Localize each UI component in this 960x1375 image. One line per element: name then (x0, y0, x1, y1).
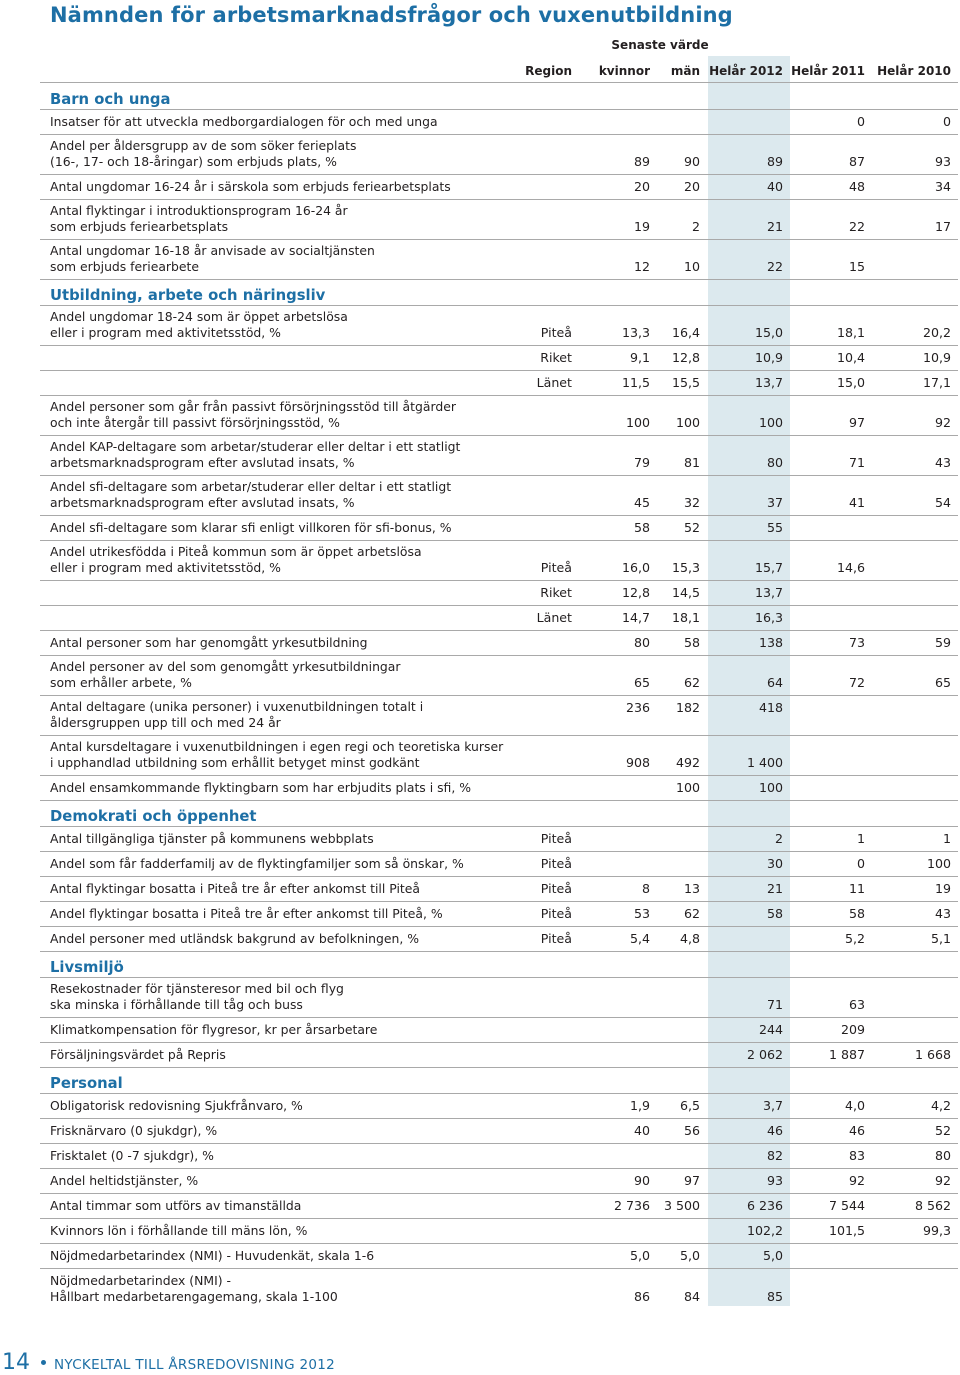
table-row (40, 1018, 958, 1043)
cell-man: 15,3 (671, 560, 700, 575)
row-label (50, 659, 400, 691)
row-label-line: Frisknärvaro (0 sjukdgr), % (50, 1123, 218, 1138)
row-label (50, 138, 356, 170)
row-label (50, 739, 503, 771)
section-heading-row (40, 952, 958, 978)
row-label-line: Antal kursdeltagare i vuxenutbildningen i egen regi och teoretiska kurser (50, 739, 504, 754)
cell-region: Piteå (540, 831, 572, 846)
table-row (40, 1269, 958, 1309)
cell-kvinnor: 89 (633, 154, 650, 169)
row-label-line: Andel personer med utländsk bakgrund av befolkningen, % (50, 931, 420, 946)
cell-helar-2012: 30 (766, 856, 783, 871)
cell-kvinnor: 8 (641, 881, 650, 896)
header-helar-2010: Helår 2010 (877, 64, 951, 78)
table-row (40, 135, 958, 175)
cell-region: Piteå (540, 931, 572, 946)
row-label (50, 1123, 217, 1139)
cell-helar-2011: 0 (856, 856, 865, 871)
cell-man: 6,5 (679, 1098, 700, 1113)
section-heading: Demokrati och öppenhet (50, 808, 257, 825)
row-label-line: Andel ensamkommande flyktingbarn som har erbjudits plats i sfi, % (50, 780, 471, 795)
cell-kvinnor: 86 (633, 1289, 650, 1304)
cell-helar-2011: 58 (848, 906, 865, 921)
cell-kvinnor: 19 (633, 219, 650, 234)
cell-helar-2011: 0 (856, 114, 865, 129)
table-row (40, 476, 958, 516)
cell-helar-2010: 99,3 (922, 1223, 951, 1238)
section-heading: Personal (50, 1075, 123, 1092)
cell-helar-2011: 11 (848, 881, 865, 896)
cell-kvinnor: 45 (633, 495, 650, 510)
cell-helar-2010: 43 (934, 455, 951, 470)
table-row (40, 1094, 958, 1119)
cell-kvinnor: 65 (633, 675, 650, 690)
cell-man: 90 (683, 154, 700, 169)
cell-helar-2010: 19 (934, 881, 951, 896)
cell-man: 492 (675, 755, 700, 770)
row-label (50, 931, 419, 947)
cell-man: 12,8 (671, 350, 700, 365)
table-row (40, 852, 958, 877)
cell-helar-2010: 52 (934, 1123, 951, 1138)
cell-helar-2011: 15 (848, 259, 865, 274)
row-label-line: Andel heltidstjänster, % (50, 1173, 199, 1188)
row-label-line: arbetsmarknadsprogram efter avslutad insats, % (50, 455, 355, 470)
table-row (40, 346, 958, 371)
table-row (40, 656, 958, 696)
cell-helar-2011: 97 (848, 415, 865, 430)
table-row (40, 827, 958, 852)
table-row (40, 1244, 958, 1269)
cell-helar-2011: 18,1 (836, 325, 865, 340)
cell-kvinnor: 12,8 (621, 585, 650, 600)
cell-helar-2011: 1 (856, 831, 865, 846)
section-heading: Barn och unga (50, 91, 171, 108)
row-label-line: Antal flyktingar i introduktionsprogram 16-24 år (50, 203, 348, 218)
cell-helar-2012: 1 400 (746, 755, 783, 770)
cell-helar-2011: 87 (848, 154, 865, 169)
cell-kvinnor: 5,0 (629, 1248, 650, 1263)
cell-helar-2010: 59 (934, 635, 951, 650)
cell-helar-2012: 2 062 (746, 1047, 783, 1062)
cell-helar-2010: 17 (934, 219, 951, 234)
cell-helar-2011: 41 (848, 495, 865, 510)
cell-man: 56 (683, 1123, 700, 1138)
table-row (40, 396, 958, 436)
row-label-line: eller i program med aktivitetsstöd, % (50, 325, 281, 340)
cell-man: 13 (683, 881, 700, 896)
cell-helar-2011: 46 (848, 1123, 865, 1138)
row-label-line: Andel per åldersgrupp av de som söker ferieplats (50, 138, 357, 153)
cell-man: 18,1 (671, 610, 700, 625)
row-label-line: arbetsmarknadsprogram efter avslutad insats, % (50, 495, 355, 510)
cell-helar-2012: 22 (766, 259, 783, 274)
row-label-line: Resekostnader för tjänsteresor med bil och flyg (50, 981, 344, 996)
cell-helar-2012: 46 (766, 1123, 783, 1138)
table-row (40, 110, 958, 135)
row-label-line: Klimatkompensation för flygresor, kr per årsarbetare (50, 1022, 378, 1037)
cell-helar-2011: 5,2 (844, 931, 865, 946)
cell-helar-2012: 15,7 (754, 560, 783, 575)
cell-man: 100 (675, 415, 700, 430)
cell-helar-2010: 10,9 (922, 350, 951, 365)
table-row (40, 1144, 958, 1169)
header-man: män (670, 64, 700, 78)
row-label-line: och inte återgår till passivt försörjningsstöd, % (50, 415, 340, 430)
table-row (40, 606, 958, 631)
row-label-line: som erbjuds feriearbetsplats (50, 219, 229, 234)
cell-man: 5,0 (679, 1248, 700, 1263)
cell-man: 15,5 (671, 375, 700, 390)
cell-helar-2011: 14,6 (836, 560, 865, 575)
row-label (50, 544, 422, 576)
header-helar-2011: Helår 2011 (791, 64, 865, 78)
cell-kvinnor: 20 (633, 179, 650, 194)
cell-helar-2010: 20,2 (922, 325, 951, 340)
cell-helar-2010: 5,1 (930, 931, 951, 946)
cell-helar-2010: 93 (934, 154, 951, 169)
cell-kvinnor: 100 (625, 415, 650, 430)
table-row (40, 927, 958, 952)
header-kvinnor: kvinnor (598, 64, 650, 78)
table-row (40, 1043, 958, 1068)
row-label (50, 780, 471, 796)
cell-man: 62 (683, 675, 700, 690)
cell-helar-2012: 3,7 (762, 1098, 783, 1113)
row-label-line: Antal ungdomar 16-24 år i särskola som erbjuds feriearbetsplats (50, 179, 451, 194)
cell-helar-2012: 100 (758, 415, 783, 430)
cell-kvinnor: 16,0 (621, 560, 650, 575)
row-label-line: Frisktalet (0 -7 sjukdgr), % (50, 1148, 214, 1163)
cell-helar-2012: 244 (758, 1022, 783, 1037)
row-label (50, 1198, 301, 1214)
cell-man: 14,5 (671, 585, 700, 600)
row-label-line: Hållbart medarbetarengagemang, skala 1-100 (50, 1289, 338, 1304)
cell-region: Länet (536, 610, 572, 625)
cell-helar-2012: 37 (766, 495, 783, 510)
cell-helar-2010: 34 (934, 179, 951, 194)
table-row (40, 631, 958, 656)
row-label (50, 635, 368, 651)
table-row (40, 1194, 958, 1219)
table-row (40, 240, 958, 280)
cell-helar-2012: 100 (758, 780, 783, 795)
key-figures-table (40, 82, 958, 1309)
cell-man: 182 (675, 700, 700, 715)
row-label (50, 309, 348, 341)
cell-man: 10 (683, 259, 700, 274)
table-row (40, 541, 958, 581)
row-label (50, 856, 464, 872)
cell-helar-2011: 83 (848, 1148, 865, 1163)
cell-region: Piteå (540, 560, 572, 575)
cell-helar-2012: 418 (758, 700, 783, 715)
row-label-line: ska minska i förhållande till tåg och buss (50, 997, 303, 1012)
table-row (40, 371, 958, 396)
header-region: Region (525, 64, 572, 78)
row-label-line: Obligatorisk redovisning Sjukfrånvaro, % (50, 1098, 303, 1113)
cell-helar-2011: 22 (848, 219, 865, 234)
cell-kvinnor: 40 (633, 1123, 650, 1138)
cell-helar-2012: 5,0 (762, 1248, 783, 1263)
cell-helar-2012: 15,0 (754, 325, 783, 340)
row-label (50, 831, 374, 847)
cell-helar-2011: 4,0 (844, 1098, 865, 1113)
cell-region: Piteå (540, 325, 572, 340)
cell-region: Riket (540, 350, 572, 365)
cell-man: 100 (675, 780, 700, 795)
cell-man: 2 (691, 219, 700, 234)
cell-helar-2012: 40 (766, 179, 783, 194)
row-label-line: eller i program med aktivitetsstöd, % (50, 560, 281, 575)
row-label (50, 479, 451, 511)
row-label-line: som erbjuds feriearbete (50, 259, 199, 274)
table-row (40, 306, 958, 346)
cell-helar-2010: 4,2 (930, 1098, 951, 1113)
section-heading-row (40, 280, 958, 306)
cell-region: Piteå (540, 856, 572, 871)
cell-helar-2012: 10,9 (754, 350, 783, 365)
table-row (40, 1169, 958, 1194)
row-label-line: som erhåller arbete, % (50, 675, 192, 690)
cell-helar-2012: 2 (774, 831, 783, 846)
row-label-line: Andel flyktingar bosatta i Piteå tre år efter ankomst till Piteå, % (50, 906, 443, 921)
cell-man: 3 500 (663, 1198, 700, 1213)
cell-helar-2012: 58 (766, 906, 783, 921)
table-row (40, 736, 958, 776)
row-label (50, 1248, 374, 1264)
cell-kvinnor: 2 736 (613, 1198, 650, 1213)
row-label (50, 203, 348, 235)
cell-region: Länet (536, 375, 572, 390)
cell-helar-2010: 92 (934, 1173, 951, 1188)
section-heading: Utbildning, arbete och näringsliv (50, 287, 326, 304)
cell-man: 62 (683, 906, 700, 921)
cell-helar-2011: 48 (848, 179, 865, 194)
row-label (50, 1047, 226, 1063)
cell-helar-2011: 10,4 (836, 350, 865, 365)
cell-kvinnor: 908 (625, 755, 650, 770)
cell-helar-2012: 16,3 (754, 610, 783, 625)
row-label (50, 1173, 198, 1189)
row-label (50, 399, 456, 431)
row-label (50, 179, 451, 195)
cell-kvinnor: 90 (633, 1173, 650, 1188)
row-label-line: Försäljningsvärdet på Repris (50, 1047, 226, 1062)
cell-helar-2012: 64 (766, 675, 783, 690)
cell-kvinnor: 14,7 (621, 610, 650, 625)
row-label-line: Insatser för att utveckla medborgardialogen för och med unga (50, 114, 438, 129)
cell-kvinnor: 53 (633, 906, 650, 921)
cell-helar-2010: 1 668 (914, 1047, 951, 1062)
cell-helar-2012: 102,2 (746, 1223, 783, 1238)
table-row (40, 902, 958, 927)
row-label-line: Andel som får fadderfamilj av de flyktingfamiljer som så önskar, % (50, 856, 464, 871)
row-label (50, 1148, 214, 1164)
cell-kvinnor: 13,3 (621, 325, 650, 340)
cell-helar-2012: 71 (766, 997, 783, 1012)
table-row (40, 200, 958, 240)
page-number: 14 (2, 1350, 30, 1375)
row-label-line: Antal deltagare (unika personer) i vuxenutbildningen totalt i (50, 699, 424, 714)
cell-kvinnor: 12 (633, 259, 650, 274)
cell-helar-2012: 21 (766, 881, 783, 896)
row-label (50, 1273, 338, 1305)
row-label-line: Andel sfi-deltagare som arbetar/studerar eller deltar i ett statligt (50, 479, 452, 494)
row-label-line: Antal timmar som utförs av timanställda (50, 1198, 302, 1213)
cell-man: 52 (683, 520, 700, 535)
section-heading-row (40, 801, 958, 827)
cell-kvinnor: 11,5 (621, 375, 650, 390)
row-label-line: åldersgruppen upp till och med 24 år (50, 715, 281, 730)
table-row (40, 1119, 958, 1144)
header-group-label: Senaste värde (611, 38, 709, 52)
cell-helar-2011: 92 (848, 1173, 865, 1188)
row-label-line: Andel ungdomar 18-24 som är öppet arbetslösa (50, 309, 348, 324)
row-label (50, 243, 375, 275)
cell-region: Riket (540, 585, 572, 600)
cell-helar-2012: 13,7 (754, 375, 783, 390)
row-label (50, 439, 460, 471)
row-label-line: Andel personer som går från passivt försörjningsstöd till åtgärder (50, 399, 456, 414)
table-row (40, 175, 958, 200)
cell-helar-2012: 85 (766, 1289, 783, 1304)
cell-helar-2011: 71 (848, 455, 865, 470)
cell-helar-2011: 1 887 (828, 1047, 865, 1062)
footer-title: NYCKELTAL TILL ÅRSREDOVISNING 2012 (54, 1357, 336, 1373)
cell-kvinnor: 5,4 (629, 931, 650, 946)
table-row (40, 436, 958, 476)
cell-helar-2012: 93 (766, 1173, 783, 1188)
row-label-line: Andel personer av del som genomgått yrkesutbildningar (50, 659, 401, 674)
row-label-line: Antal flyktingar bosatta i Piteå tre år efter ankomst till Piteå (50, 881, 420, 896)
table-row (40, 877, 958, 902)
page-title: Nämnden för arbetsmarknadsfrågor och vuxenutbildning (50, 3, 733, 27)
table-row (40, 696, 958, 736)
cell-helar-2010: 43 (934, 906, 951, 921)
section-heading: Livsmiljö (50, 959, 124, 976)
cell-helar-2012: 89 (766, 154, 783, 169)
header-helar-2012: Helår 2012 (709, 64, 783, 78)
cell-kvinnor: 80 (633, 635, 650, 650)
cell-helar-2012: 13,7 (754, 585, 783, 600)
cell-kvinnor: 236 (625, 700, 650, 715)
cell-helar-2011: 7 544 (828, 1198, 865, 1213)
cell-helar-2010: 8 562 (914, 1198, 951, 1213)
row-label (50, 520, 452, 536)
cell-helar-2011: 63 (848, 997, 865, 1012)
row-label-line: Andel utrikesfödda i Piteå kommun som är öppet arbetslösa (50, 544, 422, 559)
row-label (50, 1022, 377, 1038)
row-label (50, 699, 423, 731)
cell-man: 58 (683, 635, 700, 650)
row-label-line: Andel KAP-deltagare som arbetar/studerar eller deltar i ett statligt (50, 439, 461, 454)
cell-helar-2010: 80 (934, 1148, 951, 1163)
row-label (50, 1223, 307, 1239)
row-label (50, 981, 344, 1013)
table-row (40, 1219, 958, 1244)
table-row (40, 516, 958, 541)
table-row (40, 581, 958, 606)
row-label-line: Antal personer som har genomgått yrkesutbildning (50, 635, 368, 650)
cell-helar-2012: 80 (766, 455, 783, 470)
cell-helar-2012: 6 236 (746, 1198, 783, 1213)
row-label-line: Nöjdmedarbetarindex (NMI) - Huvudenkät, skala 1-6 (50, 1248, 375, 1263)
section-heading-row (40, 82, 958, 110)
cell-kvinnor: 1,9 (629, 1098, 650, 1113)
cell-kvinnor: 79 (633, 455, 650, 470)
row-label-line: Kvinnors lön i förhållande till mäns lön, % (50, 1223, 308, 1238)
cell-helar-2010: 54 (934, 495, 951, 510)
row-label (50, 1098, 303, 1114)
cell-helar-2010: 100 (926, 856, 951, 871)
table-header (40, 62, 958, 83)
row-label-line: Andel sfi-deltagare som klarar sfi enligt villkoren för sfi-bonus, % (50, 520, 452, 535)
cell-helar-2012: 21 (766, 219, 783, 234)
cell-man: 16,4 (671, 325, 700, 340)
row-label (50, 114, 438, 130)
cell-kvinnor: 9,1 (629, 350, 650, 365)
cell-helar-2011: 73 (848, 635, 865, 650)
cell-man: 81 (683, 455, 700, 470)
cell-man: 97 (683, 1173, 700, 1188)
row-label-line: Antal tillgängliga tjänster på kommunens webbplats (50, 831, 374, 846)
row-label-line: Antal ungdomar 16-18 år anvisade av socialtjänsten (50, 243, 375, 258)
cell-man: 32 (683, 495, 700, 510)
cell-man: 84 (683, 1289, 700, 1304)
cell-helar-2012: 82 (766, 1148, 783, 1163)
cell-helar-2012: 55 (766, 520, 783, 535)
bullet-icon (41, 1360, 46, 1365)
cell-helar-2011: 101,5 (828, 1223, 865, 1238)
row-label-line: Nöjdmedarbetarindex (NMI) - (50, 1273, 231, 1288)
cell-helar-2011: 15,0 (836, 375, 865, 390)
cell-region: Piteå (540, 881, 572, 896)
cell-helar-2011: 209 (840, 1022, 865, 1037)
row-label-line: i upphandlad utbildning som erhållit betyget minst godkänt (50, 755, 420, 770)
table-row (40, 978, 958, 1018)
cell-man: 4,8 (679, 931, 700, 946)
cell-helar-2010: 65 (934, 675, 951, 690)
row-label (50, 881, 420, 897)
row-label (50, 906, 443, 922)
row-label-line: (16-, 17- och 18-åringar) som erbjuds plats, % (50, 154, 337, 169)
cell-helar-2010: 92 (934, 415, 951, 430)
page-footer (0, 1350, 400, 1374)
section-heading-row (40, 1068, 958, 1094)
cell-man: 20 (683, 179, 700, 194)
cell-helar-2010: 0 (942, 114, 951, 129)
cell-helar-2010: 17,1 (922, 375, 951, 390)
cell-kvinnor: 58 (633, 520, 650, 535)
cell-helar-2012: 138 (758, 635, 783, 650)
cell-helar-2010: 1 (942, 831, 951, 846)
cell-region: Piteå (540, 906, 572, 921)
table-row (40, 776, 958, 801)
cell-helar-2011: 72 (848, 675, 865, 690)
